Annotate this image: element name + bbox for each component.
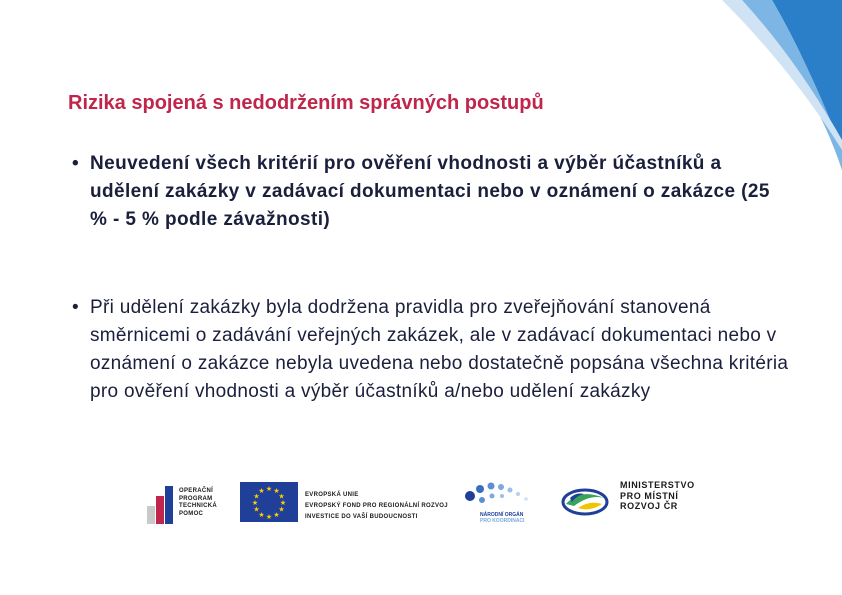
logo-strip: [145, 478, 705, 538]
bullet-icon: •: [72, 153, 80, 174]
svg-text:★: ★: [251, 499, 259, 507]
svg-text:★: ★: [253, 492, 260, 501]
bullet-text: Neuvedení všech kritérií pro ověření vhodnosti a výběr účastníků a udělení zakázky v zadávací dokumentaci nebo v oznámení o zakázce (25 % - 5 % podle závažnosti): [90, 153, 770, 230]
svg-text:★: ★: [273, 487, 280, 495]
mmr-logo: [560, 480, 695, 521]
mmr-emblem-icon: [560, 486, 610, 516]
eu-text: EVROPSKÁ UNIE EVROPSKÝ FOND PRO REGIONÁLNÍ ROZVOJ INVESTICE DO VAŠÍ BUDOUCNOSTI: [305, 492, 448, 520]
svg-text:★: ★: [278, 505, 285, 514]
eu-flag-icon: [240, 482, 298, 522]
optp-text: OPERAČNÍ PROGRAM TECHNICKÁ POMOC: [179, 488, 218, 517]
svg-text:★: ★: [253, 505, 260, 514]
svg-text:★: ★: [273, 511, 280, 519]
bullet-item: [72, 294, 792, 406]
bullet-text: Při udělení zakázky byla dodržena pravidla pro zveřejňování stanovená směrnicemi o zadávání veřejných zakázek, ale v zadávací dokumentaci nebo v oznámení o zakázce nebyla uvedena nebo dostatečně popsána všechna kritéria pro ověření vhodnosti a výběr účastníků a/nebo udělení zakázky: [90, 297, 789, 402]
optp-logo: [145, 480, 218, 529]
nok-text: NÁRODNÍ ORGÁN PRO KOORDINACI: [480, 512, 525, 524]
nok-dots-icon: [460, 480, 540, 510]
svg-text:★: ★: [258, 487, 265, 495]
bullet-icon: •: [72, 297, 79, 318]
svg-text:★: ★: [279, 499, 287, 507]
mmr-text: MINISTERSTVO PRO MÍSTNÍ ROZVOJ ČR: [620, 480, 695, 511]
bullet-list: [72, 150, 792, 406]
corner-decoration: [712, 0, 842, 170]
bullet-item: [72, 150, 792, 234]
nok-logo: [460, 480, 540, 524]
optp-bars-icon: [145, 480, 175, 524]
eu-logo: [240, 482, 448, 527]
svg-text:★: ★: [258, 511, 265, 519]
svg-text:★: ★: [278, 492, 285, 501]
svg-text:★: ★: [265, 485, 273, 493]
svg-text:★: ★: [265, 513, 273, 521]
slide-title: Rizika spojená s nedodržením správných postupů: [68, 92, 544, 114]
